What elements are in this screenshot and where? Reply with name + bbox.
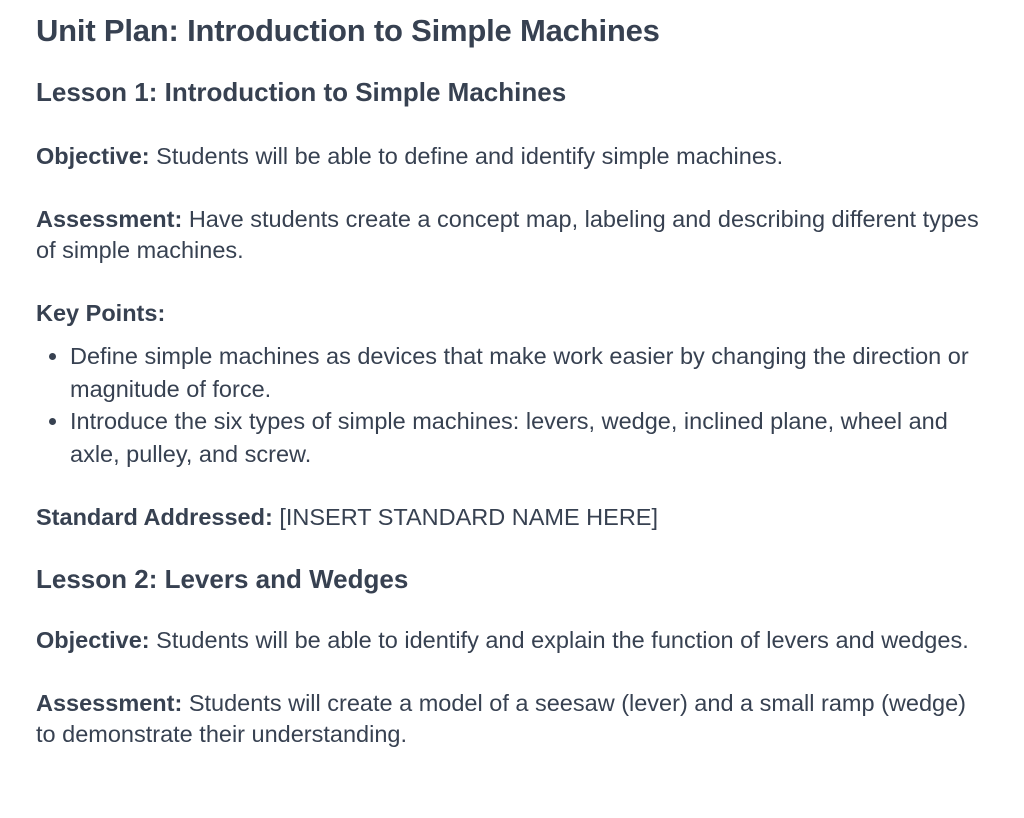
assessment-label: Assessment:: [36, 206, 183, 232]
lesson-1-section: [36, 76, 988, 533]
list-item-text: Define simple machines as devices that make work easier by changing the direction or magnitude of force.: [70, 343, 969, 402]
lesson-2-assessment: [36, 688, 988, 750]
lesson-1-objective: [36, 141, 988, 172]
assessment-label: Assessment:: [36, 690, 183, 716]
bullet-icon: [49, 353, 56, 360]
lesson-2-section: [36, 563, 988, 750]
key-points-label-text: Key Points:: [36, 300, 166, 326]
assessment-text: Students will create a model of a seesaw (lever) and a small ramp (wedge) to demonstrate their understanding.: [36, 690, 966, 747]
document-title: Unit Plan: Introduction to Simple Machines: [36, 13, 660, 48]
list-item: [70, 405, 988, 470]
standard-label: Standard Addressed:: [36, 504, 273, 530]
list-item: [70, 340, 988, 405]
lesson-2-heading: Lesson 2: Levers and Wedges: [36, 564, 409, 594]
objective-text: Students will be able to define and identify simple machines.: [149, 143, 784, 169]
key-points-label: [36, 298, 988, 329]
list-item-text: Introduce the six types of simple machines: levers, wedge, inclined plane, wheel and axle, pulley, and screw.: [70, 408, 948, 467]
objective-label: Objective:: [36, 143, 150, 169]
lesson-1-heading: Lesson 1: Introduction to Simple Machines: [36, 77, 567, 107]
objective-label: Objective:: [36, 627, 150, 653]
lesson-2-objective: [36, 625, 988, 656]
lesson-1-standard: [36, 502, 988, 533]
lesson-1-assessment: [36, 204, 988, 266]
bullet-icon: [49, 418, 56, 425]
key-points-list: [36, 340, 988, 470]
standard-text: [INSERT STANDARD NAME HERE]: [272, 504, 658, 530]
assessment-text: Have students create a concept map, labeling and describing different types of simple machines.: [36, 206, 979, 263]
objective-text: Students will be able to identify and explain the function of levers and wedges.: [149, 627, 969, 653]
